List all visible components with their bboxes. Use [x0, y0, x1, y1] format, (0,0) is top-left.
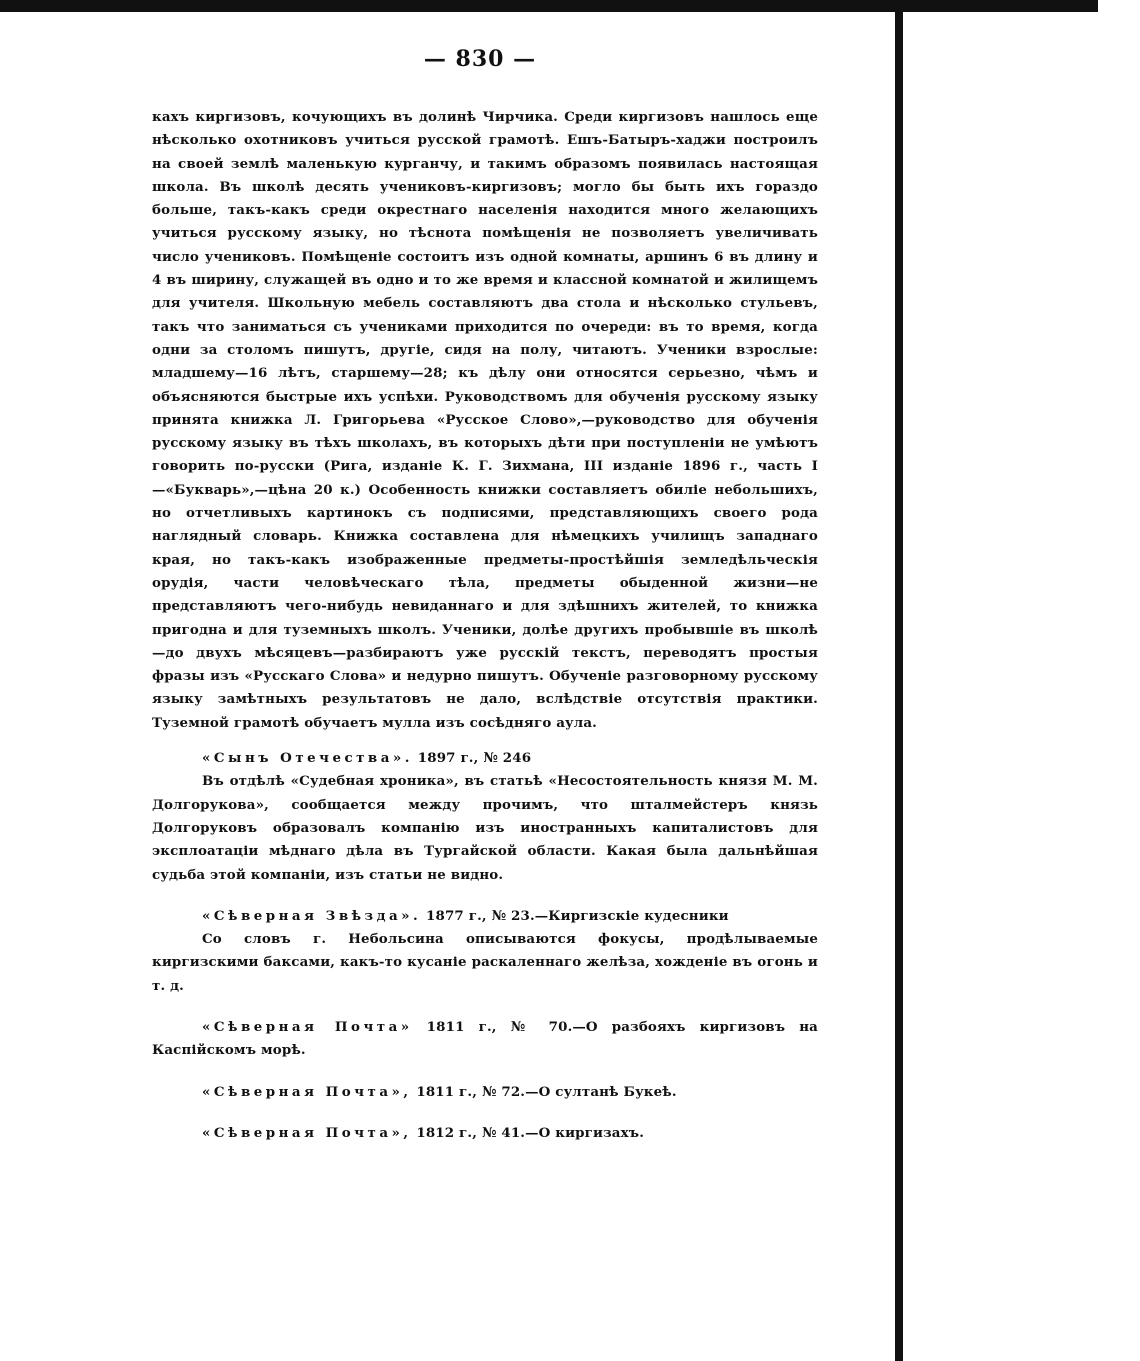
- source-entry-severnaya-pochta-41: [152, 1122, 818, 1145]
- source-heading-syn-otechestva: [152, 747, 818, 770]
- source-entry-severnaya-pochta-70: [152, 1016, 818, 1063]
- source-title: «Сынъ Отечества».: [202, 750, 413, 767]
- paragraph-dolgorukov: Въ отдѣлѣ «Судебная хроника», въ статьѣ «Несостоятельность князя М. М. Долгорукова», сообщается между прочимъ, что шталмейстеръ князь Долгоруковъ образовалъ компанію изъ иностранныхъ капиталистовъ для эксплоатаціи мѣднаго дѣла въ Тургайской области. Какая была дальнѣйшая судьба этой компаніи, изъ статьи не видно.: [152, 773, 818, 883]
- source-heading-severnaya-zvezda: [152, 905, 818, 928]
- source-details: 1877 г., № 23.—Киргизскіе кудесники: [421, 907, 729, 924]
- source-title: «Сѣверная Звѣзда».: [202, 907, 422, 924]
- source-title: «Сѣверная Почта»,: [202, 1083, 412, 1100]
- source-details: 1811 г., № 72.—О султанѣ Букеѣ.: [411, 1083, 677, 1100]
- source-title: «Сѣверная Почта»: [202, 1018, 413, 1035]
- source-details: 1812 г., № 41.—О киргизахъ.: [411, 1124, 645, 1141]
- paragraph-school: кахъ киргизовъ, кочующихъ въ долинѣ Чирчика. Среди киргизовъ нашлось еще нѣсколько охотниковъ учиться русской грамотѣ. Ешъ-Батыръ-хаджи построилъ на своей землѣ маленькую курганчу, и такимъ образомъ появилась настоящая школа. Въ школѣ десять учениковъ-киргизовъ; могло бы быть ихъ гораздо больше, такъ-какъ среди окрестнаго населенія находится много желающихъ учиться русскому языку, но тѣснота помѣщенія не позволяетъ увеличивать число учениковъ. Помѣщеніе состоитъ изъ одной комнаты, аршинъ 6 въ длину и 4 въ ширину, служащей въ одно и то же время и классной комнатой и жилищемъ для учителя. Школьную мебель составляютъ два стола и нѣсколько стульевъ, такъ что заниматься съ учениками приходится по очереди: въ то время, когда одни за столомъ пишутъ, другіе, сидя на полу, читаютъ. Ученики взрослые: младшему—16 лѣтъ, старшему—28; къ дѣлу они относятся серьезно, чѣмъ и объясняются быстрые ихъ успѣхи. Руководствомъ для обученія русскому языку принята книжка Л. Григорьева «Русское Слово»,—руководство для обученія русскому языку въ тѣхъ школахъ, въ которыхъ дѣти при поступленіи не умѣютъ говорить по-русски (Рига, изданіе К. Г. Зихмана, III изданіе 1896 г., часть I—«Букварь»,—цѣна 20 к.) Особенность книжки составляетъ обиліе небольшихъ, но отчетливыхъ картинокъ съ подписями, представляющихъ своего рода наглядный словарь. Книжка составлена для нѣмецкихъ училищъ западнаго края, но такъ-какъ изображенные предметы-простѣйшія земледѣльческія орудія, части человѣческаго тѣла, предметы обыденной жизни—не представляютъ чего-нибудь невиданнаго и для здѣшнихъ жителей, то книжка пригодна и для туземныхъ школъ. Ученики, долѣе другихъ пробывшіе въ школѣ—до двухъ мѣсяцевъ—разбираютъ уже русскій текстъ, переводятъ простыя фразы изъ «Русскаго Слова» и недурно пишутъ. Обученіе разговорному русскому языку замѣтныхъ результатовъ не дало, вслѣдствіе отсутствія практики. Туземной грамотѣ обучаетъ мулла изъ сосѣдняго аула.: [152, 109, 818, 731]
- source-entry-severnaya-pochta-72: [152, 1081, 818, 1104]
- paragraph-kudesniki: Со словъ г. Небольсина описываются фокусы, продѣлываемые киргизскими баксами, какъ-то кусаніе раскаленнаго желѣза, хожденіе въ огонь и т. д.: [152, 931, 818, 994]
- top-border: [0, 0, 1098, 12]
- page-number: — 830 —: [423, 46, 537, 72]
- source-details: 1811 г., № 70.—О разбояхъ киргизовъ на Каспійскомъ морѣ.: [152, 1018, 818, 1059]
- page-body: [152, 106, 818, 1145]
- right-margin-rule: [895, 0, 903, 1361]
- source-details: 1897 г., № 246: [412, 750, 532, 767]
- source-title: «Сѣверная Почта»,: [202, 1124, 412, 1141]
